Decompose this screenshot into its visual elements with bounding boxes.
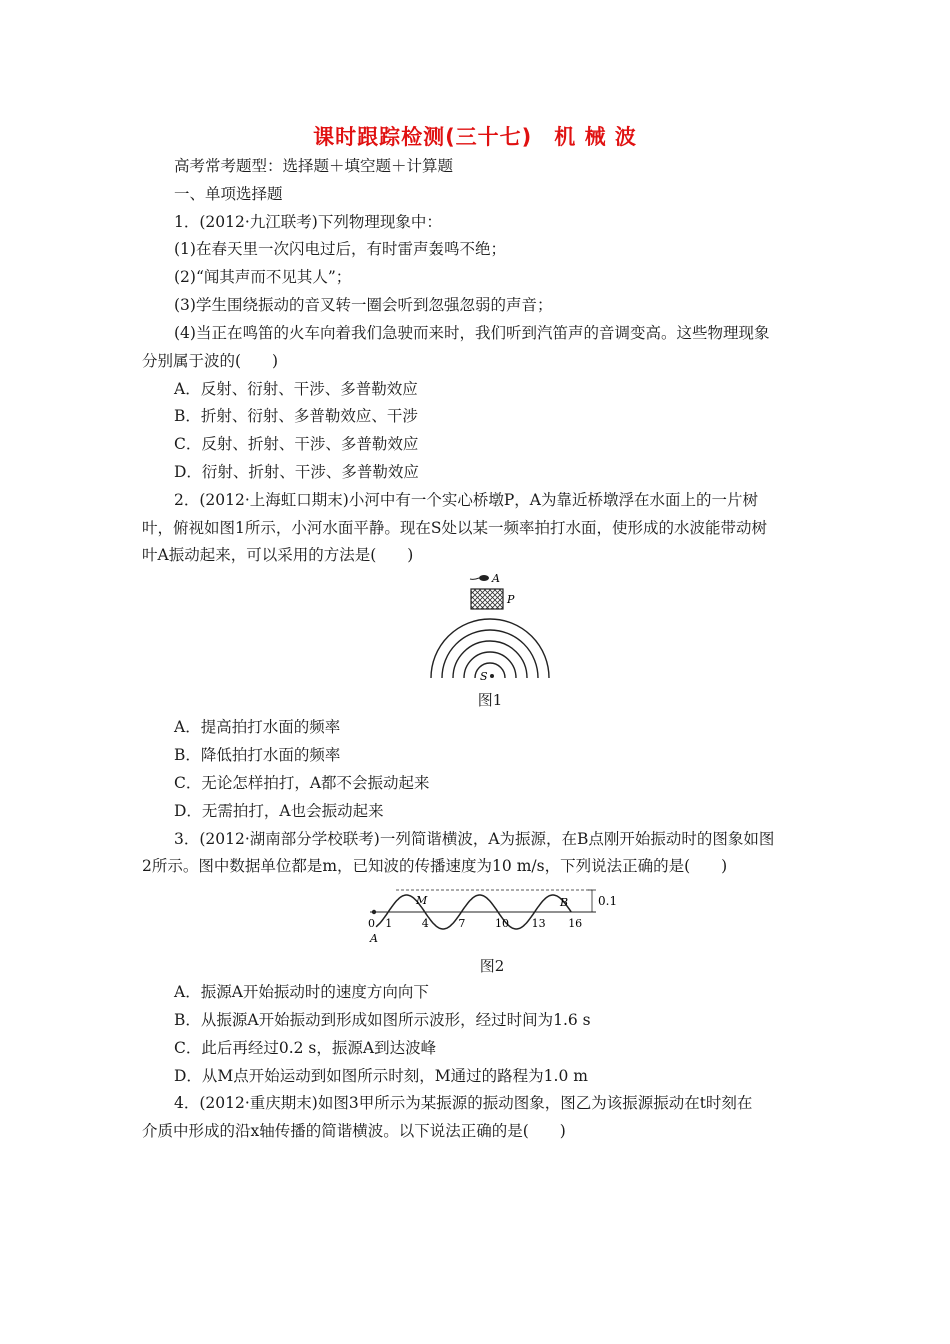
q3-stem: 3．(2012·湖南部分学校联考)一列简谐横波，A为振源，在B点刚开始振动时的图象如图 (174, 830, 775, 848)
amplitude-label: 0.1 (598, 894, 618, 908)
q2-option-b: B．降低拍打水面的频率 (174, 746, 341, 764)
x-tick-label: 0 (368, 917, 375, 930)
source-point (490, 674, 494, 678)
label-b: B (560, 896, 569, 909)
x-tick-label: 1 (385, 917, 393, 930)
q1-item: (1)在春天里一次闪电过后，有时雷声轰鸣不绝； (174, 240, 506, 258)
q3-option-d: D．从M点开始运动到如图所示时刻，M通过的路程为1.0 m (174, 1067, 588, 1085)
q2-option-a: A．提高拍打水面的频率 (174, 718, 341, 736)
figure-1-caption: 图1 (477, 691, 503, 709)
q3-option-c: C．此后再经过0.2 s，振源A到达波峰 (174, 1039, 437, 1057)
q2-stem-continued: 叶A振动起来，可以采用的方法是( ) (142, 546, 414, 564)
q2-stem: 2．(2012·上海虹口期末)小河中有一个实心桥墩P，A为靠近桥墩浮在水面上的一片树 (174, 491, 758, 509)
q3-option-a: A．振源A开始振动时的速度方向向下 (174, 983, 429, 1001)
leaf-icon (470, 575, 489, 581)
x-tick-label: 10 (495, 917, 509, 930)
q3-option-b: B．从振源A开始振动到形成如图所示波形，经过时间为1.6 s (174, 1011, 591, 1029)
q4-stem-continued: 介质中形成的沿x轴传播的简谐横波。以下说法正确的是( ) (142, 1122, 566, 1140)
q1-item: (3)学生围绕振动的音叉转一圈会听到忽强忽弱的声音； (174, 296, 553, 314)
section-heading: 一、单项选择题 (174, 185, 283, 203)
wave-fronts (431, 619, 549, 678)
q3-stem-continued: 2所示。图中数据单位都是m，已知波的传播速度为10 m/s，下列说法正确的是( ) (142, 857, 728, 875)
label-s: S (480, 670, 488, 683)
q2-option-d: D．无需拍打，A也会振动起来 (174, 802, 384, 820)
bridge-pier (471, 589, 503, 609)
source-point (372, 910, 376, 914)
q2-stem-continued: 叶，俯视如图1所示，小河水面平静。现在S处以某一频率拍打水面，使形成的水波能带动树 (142, 519, 767, 537)
x-tick-label: 16 (568, 917, 583, 930)
label-m: M (416, 894, 428, 907)
label-a: A (370, 932, 378, 945)
q1-option-a: A．反射、衍射、干涉、多普勒效应 (174, 380, 418, 398)
question-types: 高考常考题型：选择题＋填空题＋计算题 (174, 157, 454, 175)
label-a: A (492, 572, 500, 585)
q1-item: (4)当正在鸣笛的火车向着我们急驶而来时，我们听到汽笛声的音调变高。这些物理现象 (174, 324, 770, 342)
figure-1-diagram (420, 570, 560, 685)
q1-option-d: D．衍射、折射、干涉、多普勒效应 (174, 463, 419, 481)
q4-stem: 4．(2012·重庆期末)如图3甲所示为某振源的振动图象，图乙为该振源振动在t时刻在 (174, 1094, 753, 1112)
q1-option-b: B．折射、衍射、多普勒效应、干涉 (174, 407, 418, 425)
q1-stem: 1．(2012·九江联考)下列物理现象中： (174, 213, 442, 231)
x-tick-label: 7 (458, 917, 466, 930)
figure-2-caption: 图2 (479, 957, 505, 975)
page-title: 课时跟踪检测(三十七) 机 械 波 (313, 125, 637, 149)
label-p: P (507, 593, 515, 606)
q1-item-continued: 分别属于波的( ) (142, 352, 279, 370)
x-tick-label: 13 (531, 917, 546, 930)
q2-option-c: C．无论怎样拍打，A都不会振动起来 (174, 774, 430, 792)
figure-2-wave (360, 884, 630, 946)
q1-option-c: C．反射、折射、干涉、多普勒效应 (174, 435, 419, 453)
x-tick-label: 4 (421, 917, 429, 930)
q1-item: (2)“闻其声而不见其人”； (174, 268, 352, 286)
